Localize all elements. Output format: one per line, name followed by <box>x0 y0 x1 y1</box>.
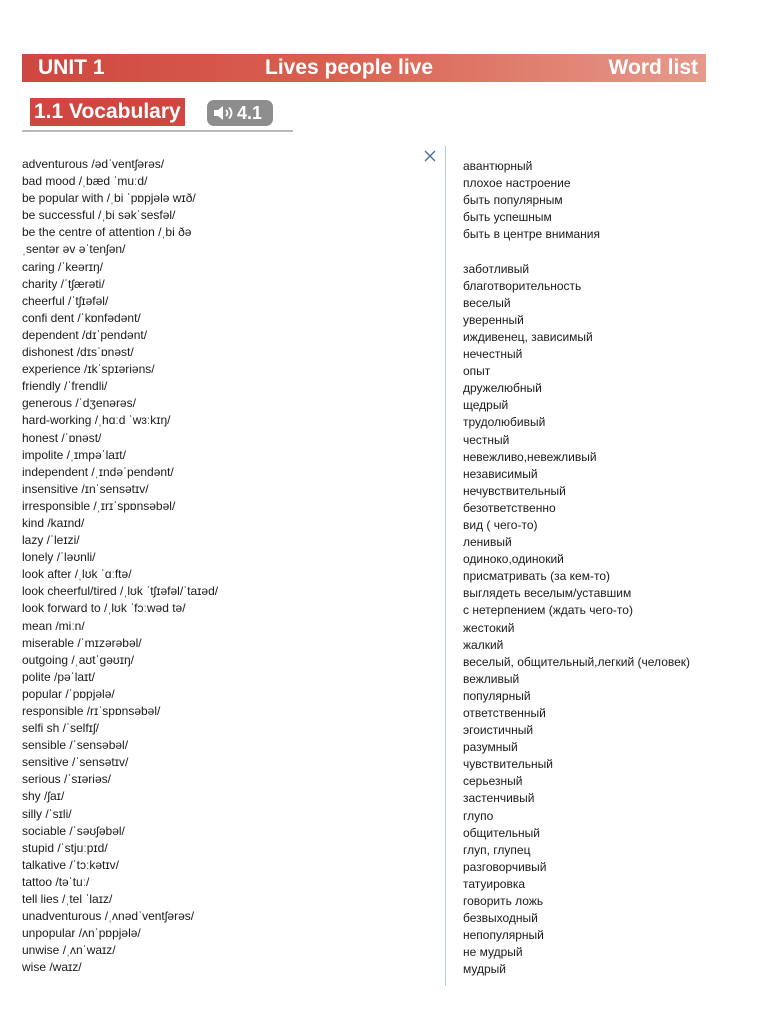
russian-translation: невежливо,невежливый <box>463 449 597 464</box>
russian-translation: не мудрый <box>463 945 523 960</box>
english-word: unadventurous /ˌʌnədˈventʃərəs/ <box>22 909 195 924</box>
audio-track-number: 4.1 <box>237 103 263 123</box>
russian-translation: авантюрный <box>463 159 533 173</box>
english-word: polite /pəˈlaɪt/ <box>22 669 95 684</box>
russian-translation: нечестный <box>463 347 523 362</box>
english-word: responsible /rɪˈspɒnsəbəl/ <box>22 704 161 718</box>
english-word: tattoo /təˈtuː/ <box>22 874 90 889</box>
russian-translation: непопулярный <box>463 928 544 943</box>
russian-translation: застенчивый <box>463 791 535 806</box>
russian-translation: присматривать (за кем-то) <box>463 569 610 584</box>
russian-translation: глупо <box>463 808 494 823</box>
english-word: look after /ˌlʊk ˈɑːftə/ <box>22 567 132 582</box>
russian-translation <box>463 243 763 260</box>
english-word: impolite /ˌɪmpəˈlaɪt/ <box>22 447 126 462</box>
russian-translation: быть успешным <box>463 210 552 225</box>
russian-translation: ленивый <box>463 535 512 550</box>
russian-translation: говорить ложь <box>463 894 544 909</box>
russian-translation: жалкий <box>463 637 504 652</box>
english-word: mean /miːn/ <box>22 618 85 633</box>
english-word: tell lies /ˌtel ˈlaɪz/ <box>22 892 113 907</box>
russian-translation: чувствительный <box>463 757 553 772</box>
speaker-icon <box>213 105 237 121</box>
english-word: insensitive /ɪnˈsensətɪv/ <box>22 481 149 496</box>
english-word: unpopular /ʌnˈpɒpjələ/ <box>22 926 141 941</box>
russian-translation: с нетерпением (ждать чего-то) <box>463 603 633 618</box>
russian-translation: нечувствительный <box>463 483 566 498</box>
russian-translation-column <box>463 158 763 979</box>
english-word: caring /ˈkeərɪŋ/ <box>22 259 103 274</box>
unit-label: UNIT 1 <box>38 56 105 79</box>
russian-translation: благотворительность <box>463 278 582 293</box>
english-word: irresponsible /ˌɪrɪˈspɒnsəbəl/ <box>22 498 176 513</box>
russian-translation: мудрый <box>463 962 506 977</box>
english-word: stupid /ˈstjuːpɪd/ <box>22 840 108 855</box>
english-word: dishonest /dɪsˈɒnəst/ <box>22 345 134 360</box>
english-word: cheerful /ˈtʃɪəfəl/ <box>22 293 109 308</box>
english-word: generous /ˈdʒenərəs/ <box>22 396 136 411</box>
russian-translation: разумный <box>463 740 518 755</box>
english-word: unwise /ˌʌnˈwaɪz/ <box>22 943 116 958</box>
english-word: sensible /ˈsensəbəl/ <box>22 738 129 753</box>
english-word: sociable /ˈsəʊʃəbəl/ <box>22 823 125 838</box>
english-word: independent /ˌɪndəˈpendənt/ <box>22 464 174 479</box>
english-word: look cheerful/tired /ˌlʊk ˈtʃɪəfəl/ˈtaɪəd/ <box>22 584 219 599</box>
english-word: silly /ˈsɪli/ <box>22 806 72 821</box>
english-word: friendly /ˈfrendli/ <box>22 379 108 394</box>
russian-translation: щедрый <box>463 398 509 413</box>
english-word: serious /ˈsɪəriəs/ <box>22 772 111 787</box>
russian-translation: популярный <box>463 688 531 703</box>
unit-banner <box>22 54 706 82</box>
russian-translation: дружелюбный <box>463 381 542 396</box>
russian-translation: выглядеть веселым/уставшим <box>463 586 632 601</box>
english-word: dependent /dɪˈpendənt/ <box>22 327 148 342</box>
russian-translation: глуп, глупец <box>463 842 531 857</box>
russian-translation: честный <box>463 432 510 447</box>
section-title: 1.1 Vocabulary <box>30 98 185 126</box>
english-word: miserable /ˈmɪzərəbəl/ <box>22 635 142 650</box>
russian-translation: независимый <box>463 466 538 481</box>
english-word: bad mood /ˌbæd ˈmuːd/ <box>22 174 148 189</box>
english-word: confi dent /ˈkɒnfədənt/ <box>22 310 141 325</box>
column-divider <box>445 146 446 986</box>
english-word: lonely /ˈləʊnli/ <box>22 550 96 565</box>
audio-button[interactable] <box>207 100 273 126</box>
russian-translation: одиноко,одинокий <box>463 552 564 567</box>
russian-translation: безвыходный <box>463 911 538 926</box>
russian-translation: уверенный <box>463 312 524 327</box>
russian-translation: разговорчивый <box>463 859 547 874</box>
russian-translation: быть популярным <box>463 193 563 208</box>
unit-title: Lives people live <box>265 56 434 79</box>
russian-translation: общительный <box>463 825 540 840</box>
russian-translation: трудолюбивый <box>463 415 546 430</box>
english-word: lazy /ˈleɪzi/ <box>22 533 80 548</box>
english-word: outgoing /ˌaʊtˈgəʊɪŋ/ <box>22 652 134 667</box>
english-word: charity /ˈtʃærəti/ <box>22 276 105 291</box>
english-word: adventurous /ədˈventʃərəs/ <box>22 157 165 171</box>
english-word: sensitive /ˈsensətɪv/ <box>22 755 129 770</box>
english-word: honest /ˈɒnəst/ <box>22 430 102 445</box>
russian-translation: быть в центре внимания <box>463 227 600 242</box>
english-word: be successful /ˌbi səkˈsesfəl/ <box>22 208 176 223</box>
word-list-label: Word list <box>608 56 698 79</box>
russian-translation: опыт <box>463 364 491 379</box>
russian-translation: заботливый <box>463 261 530 276</box>
russian-translation: вежливый <box>463 671 520 686</box>
english-word: shy /ʃaɪ/ <box>22 789 65 804</box>
section-underline <box>22 130 293 132</box>
english-word: popular /ˈpɒpjələ/ <box>22 686 115 701</box>
russian-translation: жестокий <box>463 620 515 635</box>
russian-translation: серьезный <box>463 774 523 789</box>
english-word-column <box>22 156 432 977</box>
english-word: hard-working /ˌhɑːd ˈwɜːkɪŋ/ <box>22 413 171 428</box>
russian-translation: эгоистичный <box>463 723 534 738</box>
russian-translation: иждивенец, зависимый <box>463 329 593 344</box>
english-word: ˌsentər əv əˈtenʃən/ <box>22 242 126 257</box>
russian-translation: плохое настроение <box>463 176 571 191</box>
russian-translation: веселый, общительный,легкий (человек) <box>463 654 691 669</box>
english-word: talkative /ˈtɔːkətɪv/ <box>22 857 119 872</box>
russian-translation: вид ( чего-то) <box>463 517 538 532</box>
english-word: selfi sh /ˈselfɪʃ/ <box>22 721 99 736</box>
russian-translation: ответственный <box>463 706 546 720</box>
russian-translation: татуировка <box>463 876 526 891</box>
english-word: wise /waɪz/ <box>22 960 82 975</box>
english-word: be popular with /ˌbi ˈpɒpjələ wɪð/ <box>22 191 196 206</box>
english-word: experience /ɪkˈspɪəriəns/ <box>22 362 155 377</box>
english-word: be the centre of attention /ˌbi ðə <box>22 225 192 240</box>
russian-translation: безответственно <box>463 500 556 515</box>
russian-translation: веселый <box>463 295 511 310</box>
english-word: look forward to /ˌlʊk ˈfɔːwəd tə/ <box>22 601 186 616</box>
english-word: kind /kaɪnd/ <box>22 515 85 530</box>
